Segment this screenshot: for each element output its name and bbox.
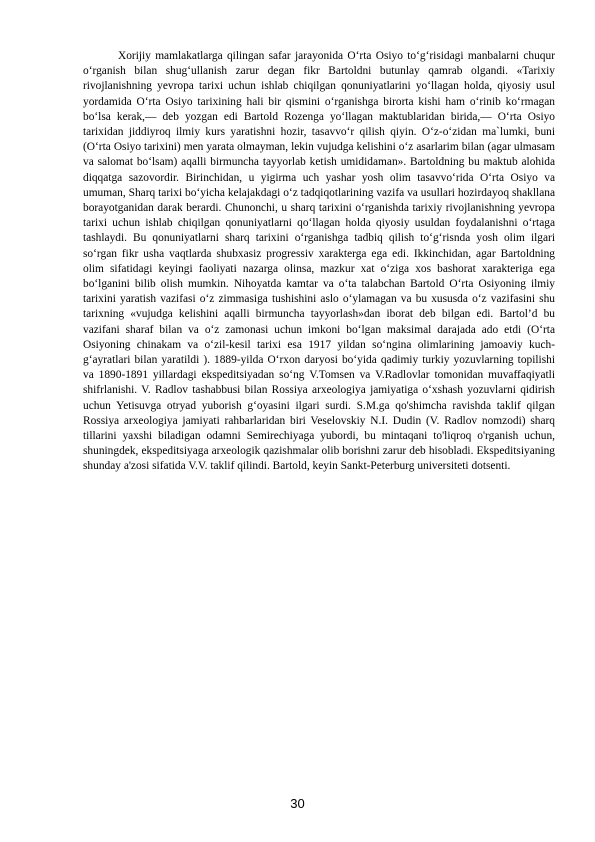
body-paragraph: Xorijiy mamlakatlarga qilingan safar jarayonida O‘rta Osiyo to‘g‘risidagi manbalarni chuqur o‘rganish bilan shug‘ullanish zarur degan fikr Bartoldni butunlay qamrab olgandi. «Tarixiy rivojlanishning yevropa tarixi uchun ishlab chiqilgan qonuniyatlarini yo‘llagan holda, qiyosiy usul yordamida O‘rta Osiyo tarixining hali bir qismini o‘rganishga birorta kishi ham o‘rinib ko‘rmagan bo‘lsa kerak,— deb yozgan edi Bartold Rozenga yo‘llagan maktublaridan birida,— O‘rta Osiyo tarixidan jiddiyroq ilmiy kurs yaratishni hozir, tasavvo‘r qilish qiyin. O‘z-o‘zidan ma`lumki, buni (O‘rta Osiyo tarixini) men yarata olmayman, lekin vujudga kelishini o‘z asarlarim bilan (agar ulmasam va salomat bo‘lsam) aqalli birmuncha tayyorlab ketish umididaman». Bartoldning bu maktub alohida diqqatga sazovordir. Birinchidan, u yigirma uch yashar yosh olim tasavvo‘rida O‘rta Osiyo va umuman, Sharq tarixi bo‘yicha kelajakdagi o‘z tadqiqotlarining vazifa va usullari hozirdayoq shakllana borayotganidan darak berardi. Chunonchi, u sharq tarixini o‘rganishda tarixiy rivojlanishning yevropa tarixi uchun ishlab chiqilgan qonuniyatlarni qo‘llagan holda qiyosiy usuldan foydalanishni o‘rtaga tashlaydi. Bu qonuniyatlarni sharq tarixini o‘rganishga tadbiq qilish to‘g‘risnda yosh olim ilgari so‘rgan fikr usha vaqtlarda shubxasiz progressiv xarakterga ega edi. Ikkinchidan, agar Bartoldning olim sifatidagi keyingi faoliyati nazarga olinsa, mazkur xat o‘ziga xos bashorat xarakteriga ega bo‘lganini bilib olish mumkin. Nihoyatda kamtar va o‘ta talabchan Bartold O‘rta Osiyoning ilmiy tarixini yaratish vazifasi o‘z zimmasiga tushishini aslo o‘ylamagan va bu xususda o‘z vazifasini shu tarixning «vujudga kelishini aqalli birmuncha tayyorlash»dan iborat deb bilgan edi. Bartol’d bu vazifani sharaf bilan va o‘z zamonasi uchun imkoni bo‘lgan maksimal darajada ado etdi (O‘rta Osiyoning chinakam va o‘zil-kesil tarixi esa 1917 yildan so‘ngina olimlarining jamoaviy kuch-g‘ayratlari bilan yaratildi ). 1889-yilda O‘rxon daryosi bo‘yida qadimiy turkiy yozuvlarning topilishi va 1890-1891 yillardagi ekspeditsiyadan so‘ng V.Tomsen va V.Radlovlar tomonidan muvaffaqiyatli shifrlanishi. V. Radlov tashabbusi bilan Rossiya arxeologiya jamiyatiga o‘xshash yozuvlarni qidirish uchun Yetisuvga otryad yuborish g‘oyasini ilgari surdi. S.M.ga qo'shimcha ravishda taklif qilgan Rossiya arxeologiya jamiyati rahbarlaridan biri Veselovskiy N.I. Dudin (V. Radlov nomzodi) sharq tillarini yaxshi biladigan odamni Semirechiyaga yubordi, bu mintaqani to'liqroq o'rganish uchun, shuningdek, ekspeditsiyaga arxeologik qazishmalar olib borishni zarur deb hisobladi. Ekspeditsiyaning shunday a'zosi sifatida V.V. taklif qilindi. Bartold, keyin Sankt-Peterburg universiteti dotsenti. (83, 50, 555, 473)
page-number: 30 (290, 796, 305, 811)
document-body (83, 49, 555, 475)
